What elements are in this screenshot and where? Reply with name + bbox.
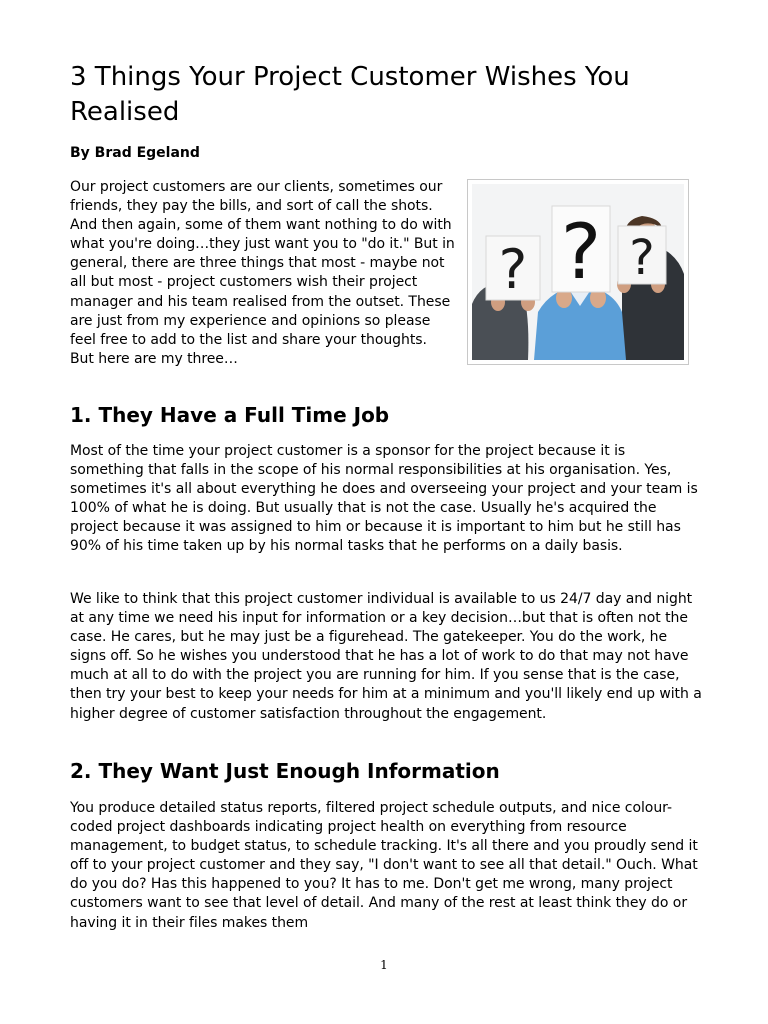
- question-mark-signs-photo-icon: [472, 184, 684, 360]
- section-heading-full-time-job: 1. They Have a Full Time Job: [70, 403, 390, 427]
- author-byline: By Brad Egeland: [70, 145, 200, 161]
- svg-text:?: ?: [560, 207, 602, 296]
- page-number: 1: [380, 958, 388, 972]
- body-paragraph: We like to think that this project customer individual is available to us 24/7 day and night at any time we need his input for information or a key decision…but that is often not the case. He cares, but he may just be a figurehead. The gatekeeper. You do the work, he signs off. So he wishes you understood that he has a lot of work to do that may not have much at all to do with the project you are running for him. If you sense that is the case, then try your best to keep your needs for him at a minimum and you'll likely end up with a higher degree of customer satisfaction throughout the engagement.: [70, 591, 702, 722]
- body-paragraph: Most of the time your project customer is a sponsor for the project because it is something that falls in the scope of his normal responsibilities at his organisation. Yes, sometimes it's all about everything he does and overseeing your project and your team is 100% of what he is doing. But usually that is not the case. Usually he's acquired the project because it was assigned to him or because it is important to him but he still has 90% of his time taken up by his normal tasks that he performs on a daily basis.: [70, 443, 698, 555]
- intro-paragraph: Our project customers are our clients, sometimes our friends, they pay the bills, and sort of call the shots. And then again, some of them want nothing to do with what you're doing…they just want you to "do it." But in general, there are three things that most - maybe not all but most - project customers wish their project manager and his team realised from the outset. These are just from my experience and opinions so please feel free to add to the list and share your thoughts. But here are my three…: [70, 179, 455, 367]
- body-paragraph: You produce detailed status reports, filtered project schedule outputs, and nice colour-coded project dashboards indicating project health on everything from resource management, to budget status, to schedule tracking. It's all there and you proudly send it off to your project customer and they say, "I don't want to see all that detail." Ouch. What do you do? Has this happened to you? It has to me. Don't get me wrong, many project customers want to see that level of detail. And many of the rest at least think they do or having it in their files makes them: [70, 800, 698, 931]
- svg-text:?: ?: [498, 238, 528, 301]
- section-heading-just-enough-information: 2. They Want Just Enough Information: [70, 759, 500, 783]
- svg-text:?: ?: [629, 230, 655, 286]
- question-marks-photo: [467, 179, 689, 365]
- document-title: 3 Things Your Project Customer Wishes You Realised: [70, 62, 630, 127]
